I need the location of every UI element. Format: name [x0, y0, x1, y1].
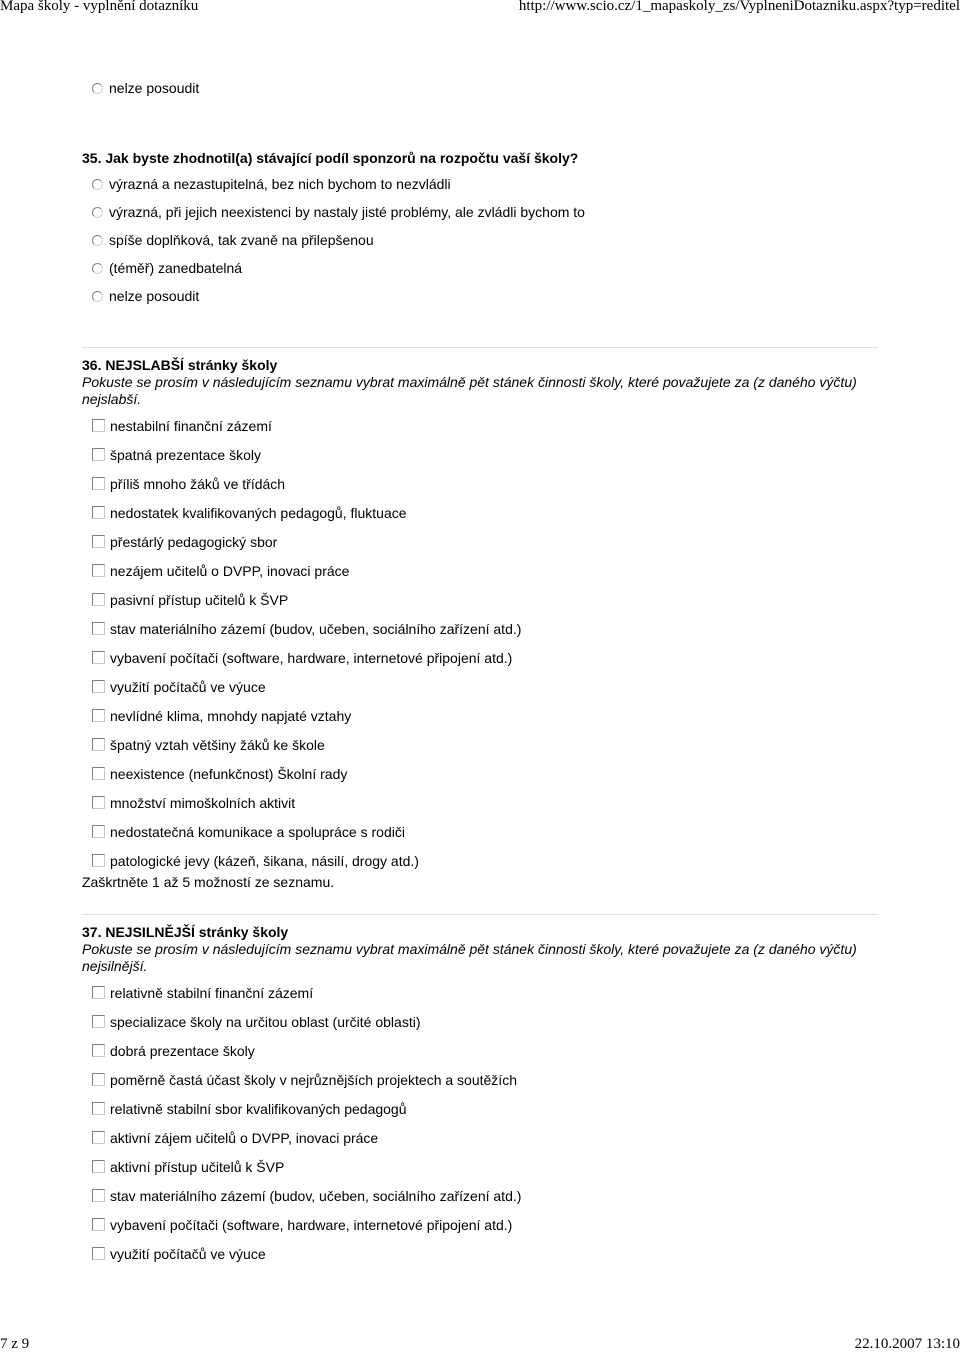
- checkbox[interactable]: [92, 1160, 105, 1173]
- radio-button[interactable]: [92, 179, 103, 190]
- q37-option[interactable]: stav materiálního zázemí (budov, učeben, sociálního zařízení atd.): [92, 1188, 521, 1204]
- separator: [82, 914, 878, 915]
- q35-option[interactable]: (téměř) zanedbatelná: [92, 260, 242, 276]
- question-37-description: Pokuste se prosím v následujícím seznamu vybrat maximálně pět stánek činnosti školy, které považujete za (z daného výčtu) nejsilnější.: [82, 941, 857, 974]
- checkbox[interactable]: [92, 986, 105, 999]
- question-35-title: 35. Jak byste zhodnotil(a) stávající podíl sponzorů na rozpočtu vaší školy?: [82, 150, 579, 166]
- checkbox[interactable]: [92, 796, 105, 809]
- checkbox[interactable]: [92, 448, 105, 461]
- radio-button[interactable]: [92, 263, 103, 274]
- q36-option[interactable]: vybavení počítači (software, hardware, internetové připojení atd.): [92, 650, 512, 666]
- checkbox[interactable]: [92, 738, 105, 751]
- q36-option[interactable]: stav materiálního zázemí (budov, učeben, sociálního zařízení atd.): [92, 621, 521, 637]
- checkbox[interactable]: [92, 1189, 105, 1202]
- q36-option[interactable]: neexistence (nefunkčnost) Školní rady: [92, 766, 347, 782]
- checkbox[interactable]: [92, 1102, 105, 1115]
- radio-button[interactable]: [92, 83, 103, 94]
- checkbox[interactable]: [92, 1247, 105, 1260]
- q35-option[interactable]: výrazná a nezastupitelná, bez nich bychom to nezvládli: [92, 176, 451, 192]
- q37-option[interactable]: aktivní zájem učitelů o DVPP, inovaci práce: [92, 1130, 378, 1146]
- checkbox[interactable]: [92, 680, 105, 693]
- checkbox[interactable]: [92, 564, 105, 577]
- q36-option[interactable]: špatná prezentace školy: [92, 447, 261, 463]
- q37-option[interactable]: specializace školy na určitou oblast (určité oblasti): [92, 1014, 420, 1030]
- q37-option[interactable]: relativně stabilní sbor kvalifikovaných pedagogů: [92, 1101, 407, 1117]
- q35-option[interactable]: spíše doplňková, tak zvaně na přilepšenou: [92, 232, 374, 248]
- q36-option[interactable]: příliš mnoho žáků ve třídách: [92, 476, 285, 492]
- checkbox[interactable]: [92, 825, 105, 838]
- page-header-title: Mapa školy - vyplnění dotazníku: [0, 0, 199, 14]
- checkbox[interactable]: [92, 506, 105, 519]
- page-number: 7 z 9: [0, 1336, 30, 1352]
- q36-option[interactable]: patologické jevy (kázeň, šikana, násilí, drogy atd.): [92, 853, 419, 869]
- question-37-title: 37. NEJSILNĚJŠÍ stránky školy: [82, 924, 289, 940]
- radio-button[interactable]: [92, 291, 103, 302]
- q36-option[interactable]: pasivní přístup učitelů k ŠVP: [92, 592, 288, 608]
- q35-option[interactable]: nelze posoudit: [92, 288, 199, 304]
- q36-option[interactable]: špatný vztah většiny žáků ke škole: [92, 737, 325, 753]
- print-datetime: 22.10.2007 13:10: [854, 1336, 960, 1352]
- q36-option[interactable]: nezájem učitelů o DVPP, inovaci práce: [92, 563, 349, 579]
- checkbox[interactable]: [92, 593, 105, 606]
- checkbox[interactable]: [92, 709, 105, 722]
- checkbox[interactable]: [92, 1044, 105, 1057]
- checkbox[interactable]: [92, 1218, 105, 1231]
- checkbox[interactable]: [92, 535, 105, 548]
- page-header-url: http://www.scio.cz/1_mapaskoly_zs/VyplneniDotazniku.aspx?typ=reditel: [518, 0, 960, 14]
- q35-option[interactable]: výrazná, při jejich neexistenci by nastaly jisté problémy, ale zvládli bychom to: [92, 204, 585, 220]
- radio-button[interactable]: [92, 235, 103, 246]
- q37-option[interactable]: vybavení počítači (software, hardware, internetové připojení atd.): [92, 1217, 512, 1233]
- checkbox[interactable]: [92, 1015, 105, 1028]
- q36-option[interactable]: přestárlý pedagogický sbor: [92, 534, 277, 550]
- checkbox[interactable]: [92, 477, 105, 490]
- question-36-title: 36. NEJSLABŠÍ stránky školy: [82, 357, 278, 373]
- question-36-description: Pokuste se prosím v následujícím seznamu vybrat maximálně pět stánek činnosti školy, které považujete za (z daného výčtu) nejslabší.: [82, 374, 857, 407]
- q36-option[interactable]: nevlídné klima, mnohdy napjaté vztahy: [92, 708, 351, 724]
- q37-option[interactable]: aktivní přístup učitelů k ŠVP: [92, 1159, 284, 1175]
- prev-radio-option[interactable]: nelze posoudit: [92, 80, 199, 96]
- checkbox[interactable]: [92, 419, 105, 432]
- checkbox[interactable]: [92, 767, 105, 780]
- separator: [82, 347, 878, 348]
- q36-option[interactable]: množství mimoškolních aktivit: [92, 795, 295, 811]
- checkbox[interactable]: [92, 1073, 105, 1086]
- q37-option[interactable]: využití počítačů ve výuce: [92, 1246, 266, 1262]
- q36-option[interactable]: využití počítačů ve výuce: [92, 679, 266, 695]
- q36-option[interactable]: nestabilní finanční zázemí: [92, 418, 272, 434]
- checkbox[interactable]: [92, 854, 105, 867]
- q36-option[interactable]: nedostatečná komunikace a spolupráce s rodiči: [92, 824, 405, 840]
- question-36-note: Zaškrtněte 1 až 5 možností ze seznamu.: [82, 874, 335, 890]
- radio-button[interactable]: [92, 207, 103, 218]
- q37-option[interactable]: dobrá prezentace školy: [92, 1043, 255, 1059]
- q37-option[interactable]: relativně stabilní finanční zázemí: [92, 985, 313, 1001]
- checkbox[interactable]: [92, 651, 105, 664]
- checkbox[interactable]: [92, 622, 105, 635]
- q37-option[interactable]: poměrně častá účast školy v nejrůznějších projektech a soutěžích: [92, 1072, 517, 1088]
- q36-option[interactable]: nedostatek kvalifikovaných pedagogů, fluktuace: [92, 505, 407, 521]
- checkbox[interactable]: [92, 1131, 105, 1144]
